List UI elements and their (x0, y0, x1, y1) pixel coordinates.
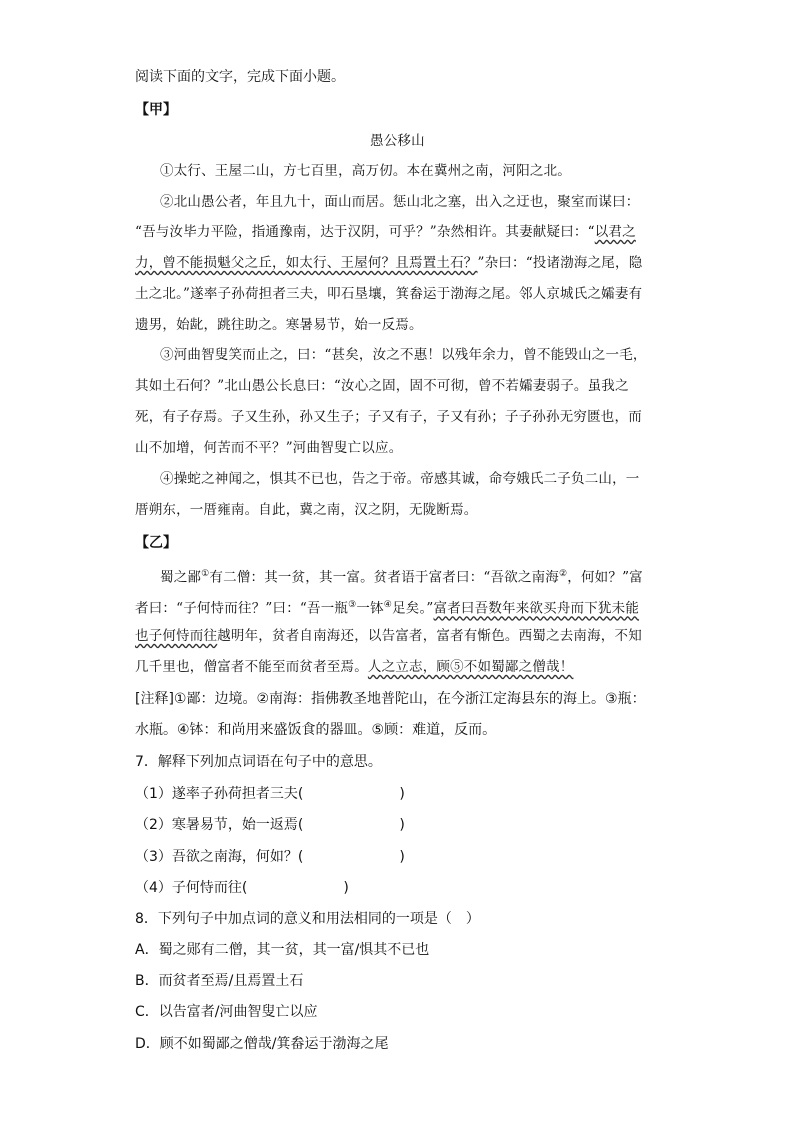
item-text: （3）吾欲之南海，何如？( (135, 849, 304, 865)
question-8-option-b: B．而贫者至焉/且焉置土石 (135, 973, 304, 989)
section-yi-label: 【乙】 (135, 535, 177, 551)
yi-underlined-text: 也子何恃而往 (135, 628, 218, 644)
footnote-marker: ④ (383, 600, 393, 610)
yi-text: 蜀之鄙 (160, 569, 202, 586)
yi-line-3 (135, 626, 642, 646)
jia-underlined-text: 力，曾不能损魁父之丘，如太行、王屋何？且焉置土石？ (135, 255, 478, 271)
question-7-item-3 (135, 847, 405, 867)
jia-paragraph-3-line-2: 其如土石何？”北山愚公长息曰：“汝心之固，固不可彻，曾不若孀妻弱子。虽我之 (135, 378, 629, 394)
yi-underlined-text: 人之立志，顾⑤不如蜀鄙之僧哉！ (367, 659, 574, 675)
yi-line-2 (135, 595, 639, 619)
question-7-item-4 (135, 878, 349, 898)
footnote-marker: ③ (348, 600, 357, 610)
yi-text: ，何如？”富 (567, 569, 643, 586)
yi-text: 有二僧：其一贫，其一富。贫者语于富者曰：“吾欲之南海 (209, 569, 559, 586)
jia-paragraph-2-line-5: 遗男，始龀，跳往助之。寒暑易节，始一反焉。 (135, 317, 423, 333)
jia-paragraph-4-line-1: ④操蛇之神闻之，惧其不已也，告之于帝。帝感其诚，命夸娥氏二子负二山，一 (160, 471, 640, 487)
jia-paragraph-2-line-2 (135, 222, 636, 242)
item-close: ) (399, 786, 405, 802)
section-jia-label: 【甲】 (135, 102, 177, 118)
question-8-option-a: A．蜀之郧有二僧，其一贫，其一富/惧其不已也 (135, 942, 430, 958)
yi-text: 一钵 (356, 600, 384, 617)
item-close: ) (399, 817, 405, 833)
question-8-stem: 8．下列句子中加点词的意义和用法相同的一项是（ ） (135, 911, 480, 927)
jia-paragraph-3-line-3: 死，有子存焉。子又生孙，孙又生子；子又有子，子又有孙；子子孙孙无穷匮也，而 (135, 409, 642, 425)
intro-instruction: 阅读下面的文字，完成下面小题。 (135, 69, 345, 85)
question-8-option-d: D．顾不如蜀鄙之僧哉/箕畚运于渤海之尾 (135, 1036, 389, 1052)
yi-text: 几千里也，僧富者不能至而贫者至焉。 (135, 659, 368, 675)
question-8-option-c: C．以告富者/河曲智叟亡以应 (135, 1004, 318, 1020)
jia-paragraph-3-line-4: 山不加增，何苦而不平？”河曲智叟亡以应。 (135, 440, 403, 456)
jia-paragraph-2-line-4: 土之北。”遂率子孙荷担者三夫，叩石垦壤，箕畚运于渤海之尾。邻人京城氏之孀妻有 (135, 286, 643, 302)
item-text: （1）遂率子孙荷担者三夫( (135, 786, 304, 802)
yi-text: 者曰：“子何恃而往？”曰：“吾一瓶 (135, 600, 349, 617)
jia-underlined-text: 以君之 (594, 224, 636, 240)
jia-text: ”杂曰：“投诸渤海之尾，隐 (477, 255, 643, 271)
question-7-stem: 7．解释下列加点词语在句子中的意思。 (135, 754, 382, 770)
jia-paragraph-2-line-1: ②北山愚公者，年且九十，面山而居。惩山北之塞，出入之迂也，聚室而谋曰： (160, 194, 640, 210)
item-close: ) (399, 849, 405, 865)
jia-paragraph-1: ①太行、王屋二山，方七百里，高万仞。本在冀州之南，河阳之北。 (160, 163, 571, 179)
passage-title: 愚公移山 (370, 133, 425, 149)
yi-text: 越明年，贫者自南海还，以告富者，富者有惭色。西蜀之去南海，不知 (217, 628, 642, 644)
item-close: ) (343, 880, 349, 896)
item-text: （4）子何恃而往( (135, 880, 248, 896)
jia-paragraph-2-line-3 (135, 253, 642, 273)
question-7-item-1 (135, 784, 405, 804)
yi-line-4 (135, 657, 573, 677)
item-text: （2）寒暑易节，始一返焉( (135, 817, 304, 833)
question-7-item-2 (135, 815, 405, 835)
jia-paragraph-4-line-2: 厝朔东，一厝雍南。自此，冀之南，汉之阴，无陇断焉。 (135, 502, 478, 518)
yi-underlined-text: 富者曰吾数年来欲买舟而下犹未能 (433, 600, 640, 617)
notes-line-1: [注释]①鄙：边境。②南海：指佛教圣地普陀山，在今浙江定海县东的海上。③瓶： (135, 691, 646, 707)
notes-line-2: 水瓶。④钵：和尚用来盛饭食的器皿。⑤顾：难道，反而。 (135, 722, 497, 738)
jia-text: “吾与汝毕力平险，指通豫南，达于汉阴，可乎？”杂然相许。其妻献疑曰：“ (135, 224, 595, 240)
footnote-marker: ② (559, 569, 568, 579)
jia-paragraph-3-line-1: ③河曲智叟笑而止之，曰：“甚矣，汝之不惠！以残年余力，曾不能毁山之一毛， (160, 347, 647, 363)
yi-text: 足矣。” (392, 600, 434, 617)
yi-line-1 (160, 564, 643, 588)
footnote-marker: ① (201, 569, 210, 579)
